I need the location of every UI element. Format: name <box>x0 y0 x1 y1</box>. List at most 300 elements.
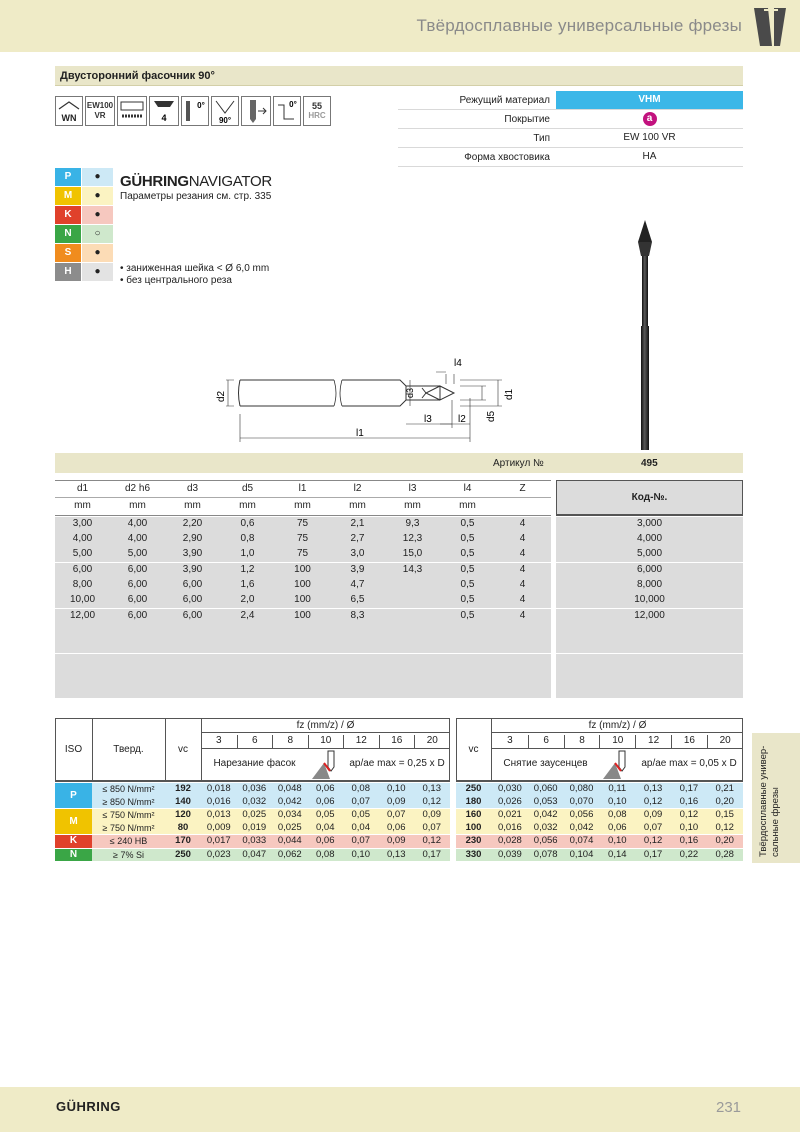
iso-suitability: ● <box>82 168 113 186</box>
cut-vc: 192 <box>175 783 191 794</box>
cut-fz-value: 0,05 <box>316 809 335 820</box>
article-number: 495 <box>641 458 658 469</box>
shank-icon <box>117 96 147 126</box>
dims-cell: 2,0 <box>240 594 255 605</box>
cut-fz-value-2: 0,104 <box>569 848 594 860</box>
hardness-icon <box>303 96 331 126</box>
ew-type-icon: EW100 VR <box>85 96 115 126</box>
cut-fz-value: 0,12 <box>422 795 441 807</box>
iso-row-m <box>55 187 113 205</box>
cut-fz-value-2: 0,12 <box>643 835 663 846</box>
dims-row <box>0 518 800 533</box>
coating-letter: a <box>643 112 657 126</box>
dims-cell: 0,5 <box>460 564 475 575</box>
point-angle-icon <box>211 96 239 126</box>
guhring-logo-icon <box>750 6 790 50</box>
dims-cell: 4,00 <box>127 533 148 544</box>
diam-header-2: 12 <box>635 735 671 748</box>
cut-vc-header: vc <box>178 744 188 755</box>
note-no-center-cut: • без центрального реза <box>120 275 232 286</box>
flutes-count: 4 <box>161 113 167 123</box>
dims-cell: 6,00 <box>127 594 148 605</box>
navigator-subtitle: Параметры резания см. стр. 335 <box>120 191 272 202</box>
cut-fz-value-2: 0,032 <box>533 821 558 833</box>
dims-cell: 4 <box>519 518 526 529</box>
dims-col-unit: mm <box>404 500 421 511</box>
cut-fz-value: 0,06 <box>316 783 335 794</box>
cut-hardness-header: Тверд. <box>113 744 144 755</box>
cut-fz-value: 0,016 <box>206 795 231 807</box>
cut-vc-2: 330 <box>465 848 482 860</box>
dims-cell: 6,5 <box>350 594 365 605</box>
dims-row <box>0 548 800 563</box>
cut-hline <box>492 732 743 733</box>
cut-hardness: ≤ 750 N/mm² <box>102 810 155 820</box>
diam-header-2: 6 <box>528 735 564 748</box>
cut-fz-value-2: 0,06 <box>608 821 627 833</box>
cut-fz-value-2: 0,20 <box>715 795 734 807</box>
iso-letter: S <box>55 244 81 262</box>
tool-technical-drawing <box>210 352 530 448</box>
dims-col-unit: mm <box>129 500 146 511</box>
wn-label: WN <box>61 113 77 123</box>
cut-fz-value: 0,033 <box>242 835 267 846</box>
cut-vc-2: 230 <box>465 835 482 846</box>
dims-cell: 4 <box>519 564 526 575</box>
iso-row-h <box>55 263 113 281</box>
prop-type <box>398 129 743 148</box>
cut-fz-value-2: 0,08 <box>608 809 627 820</box>
dim-label-d3: d3 <box>405 387 415 398</box>
code-cell[interactable]: 5,000 <box>636 548 663 559</box>
dims-cell: 4 <box>519 548 526 559</box>
cut-fz-value-2: 0,14 <box>608 848 627 860</box>
dims-cell: 4,00 <box>72 533 93 544</box>
cut-fz-value: 0,10 <box>351 848 370 860</box>
dims-cell: 4,00 <box>127 518 148 529</box>
cut-fz-value-2: 0,09 <box>643 809 663 820</box>
dims-row <box>0 579 800 594</box>
dims-col-unit: mm <box>294 500 311 511</box>
cut-fz-value-2: 0,07 <box>643 821 663 833</box>
right-ap-ae: ap/ae max = 0,05 x D <box>641 758 737 769</box>
cut-fz-value: 0,06 <box>316 795 335 807</box>
prop-cutting-material <box>398 91 743 110</box>
dims-cell: 100 <box>294 610 311 621</box>
dims-cell: 3,00 <box>72 518 93 529</box>
dims-cell: 10,00 <box>69 594 96 605</box>
cut-fz-value-2: 0,20 <box>715 835 734 846</box>
cut-fz-value-2: 0,016 <box>498 821 522 833</box>
cut-fz-value: 0,062 <box>277 848 302 860</box>
dims-cell: 3,90 <box>182 564 203 575</box>
iso-suitability: ○ <box>82 225 113 243</box>
dims-col-unit: mm <box>239 500 256 511</box>
diam-header: 10 <box>308 735 344 748</box>
cut-fz-value: 0,17 <box>422 848 441 860</box>
cut-hardness: ≤ 850 N/mm² <box>102 784 155 794</box>
cut-fz-value: 0,009 <box>206 821 231 833</box>
cut-fz-value-2: 0,10 <box>608 795 627 807</box>
diam-header-2: 3 <box>507 735 513 746</box>
dims-cell: 100 <box>294 579 311 590</box>
prop-value: VHM <box>556 91 743 109</box>
prop-label: Тип <box>533 133 550 144</box>
navigator-product: NAVIGATOR <box>188 173 272 190</box>
cut-fz-value-2: 0,17 <box>679 783 699 794</box>
code-header: Код-№. <box>631 492 668 503</box>
coating-badge <box>556 110 743 128</box>
iso-row-p <box>55 168 113 186</box>
dim-label-d2: d2 <box>216 390 227 402</box>
cut-fz-value-2: 0,21 <box>715 783 734 794</box>
cut-fz-value: 0,09 <box>422 809 441 820</box>
cut-fz-value-2: 0,22 <box>679 848 699 860</box>
cut-fz-value: 0,07 <box>351 795 370 807</box>
cut-fz-value: 0,04 <box>351 821 370 833</box>
dim-label-d5: d5 <box>486 410 497 422</box>
hrc-value: 55 <box>311 101 322 111</box>
iso-row-n <box>55 225 113 243</box>
cut-hardness: ≥ 850 N/mm² <box>102 796 155 807</box>
cut-fz-header-2: fz (mm/z) / Ø <box>588 720 647 731</box>
cut-fz-value-2: 0,053 <box>533 795 558 807</box>
dims-cell: 6,00 <box>182 594 203 605</box>
cut-hardness: ≤ 240 HB <box>109 836 148 846</box>
cut-hardness: ≥ 7% Si <box>113 849 144 860</box>
cut-vc: 120 <box>175 809 191 820</box>
cut-fz-value: 0,042 <box>277 795 302 807</box>
cut-fz-value-2: 0,17 <box>643 848 663 860</box>
cut-fz-value-2: 0,030 <box>498 783 522 794</box>
navigator-brand: GÜHRING <box>120 173 189 190</box>
dims-cell: 6,00 <box>127 610 148 621</box>
diam-header: 3 <box>215 735 222 746</box>
article-bar <box>55 453 743 473</box>
code-cell[interactable]: 12,000 <box>634 610 665 621</box>
dims-cell: 75 <box>296 548 309 559</box>
cut-fz-value-2: 0,11 <box>608 783 627 794</box>
diam-header: 8 <box>272 735 308 748</box>
dims-col-header: l1 <box>298 483 307 494</box>
cut-fz-value-2: 0,056 <box>569 809 594 820</box>
dims-cell: 0,8 <box>240 533 255 544</box>
section-title-bar <box>55 66 743 86</box>
cut-fz-value: 0,019 <box>242 821 267 833</box>
code-cell[interactable]: 10,000 <box>634 594 665 605</box>
iso-suitability: ● <box>82 187 113 205</box>
wn-norm-icon <box>55 96 83 126</box>
code-cell[interactable]: 4,000 <box>636 533 663 544</box>
dims-cell: 3,0 <box>350 548 365 559</box>
cut-fz-value-2: 0,15 <box>715 809 734 820</box>
dims-cell: 0,6 <box>240 518 255 529</box>
section-title: Двусторонний фасочник 90° <box>60 70 215 82</box>
dims-col-header: d2 h6 <box>124 483 151 494</box>
cut-row <box>92 822 743 835</box>
cut-iso-k: K <box>55 835 92 848</box>
cut-fz-value-2: 0,28 <box>715 848 734 860</box>
iso-letter: P <box>55 168 81 186</box>
dims-row <box>0 533 800 548</box>
cut-row <box>92 809 743 822</box>
cut-row <box>92 796 743 809</box>
prop-coating <box>398 110 743 129</box>
dims-cell: 3,90 <box>182 548 203 559</box>
diam-header: 20 <box>414 735 450 748</box>
cut-fz-value: 0,09 <box>387 795 406 807</box>
dims-cell: 1,0 <box>240 548 255 559</box>
page-header-title: Твёрдосплавные универсальные фрезы <box>416 16 742 35</box>
tool-product-image <box>630 212 660 452</box>
iso-row-k <box>55 206 113 224</box>
diam-header-2: 8 <box>564 735 600 748</box>
cut-fz-value: 0,07 <box>387 809 406 820</box>
cut-fz-value: 0,013 <box>206 809 231 820</box>
dims-cell: 0,5 <box>460 579 475 590</box>
cut-fz-value: 0,034 <box>277 809 302 820</box>
cut-fz-value-2: 0,039 <box>498 848 522 860</box>
cut-fz-value-2: 0,16 <box>679 835 699 846</box>
prop-shank <box>398 148 743 167</box>
cut-fz-header: fz (mm/z) / Ø <box>296 720 355 731</box>
cut-vc: 80 <box>177 821 189 833</box>
cut-fz-value-2: 0,10 <box>679 821 699 833</box>
diam-header: 16 <box>379 735 415 748</box>
cut-fz-value-2: 0,12 <box>643 795 663 807</box>
code-header-box <box>556 480 743 516</box>
dims-cell: 100 <box>294 594 311 605</box>
chamfer-operation-icon <box>599 749 635 782</box>
iso-letter: K <box>55 206 81 224</box>
cut-fz-value: 0,032 <box>242 795 267 807</box>
side-tab-text: Твёрдосплавные универ- сальные фрезы <box>758 745 781 857</box>
cut-hline <box>201 732 450 733</box>
cut-vc-2: 160 <box>465 809 482 820</box>
cut-fz-value-2: 0,060 <box>533 783 558 794</box>
page-number: 231 <box>716 1099 742 1116</box>
rake-angle: 0° <box>289 100 297 109</box>
dims-header-sep <box>55 497 551 498</box>
dims-cell: 2,20 <box>182 518 203 529</box>
side-section-tab <box>752 733 800 863</box>
dims-col-header: l4 <box>463 483 472 494</box>
helix-angle: 0° <box>197 101 205 110</box>
prop-label: Покрытие <box>504 114 550 125</box>
dims-cell: 0,5 <box>460 594 475 605</box>
prop-label: Форма хвостовика <box>464 152 550 163</box>
cut-fz-value-2: 0,12 <box>715 821 734 833</box>
prop-value: EW 100 VR <box>623 132 676 143</box>
dims-cell: 1,6 <box>240 579 255 590</box>
dims-cell: 75 <box>296 533 309 544</box>
dims-cell: 6,00 <box>182 610 203 621</box>
right-operation: Снятие заусенцев <box>503 758 588 769</box>
prop-label: Режущий материал <box>459 95 550 106</box>
cut-fz-value: 0,04 <box>316 821 335 833</box>
flutes-icon <box>149 96 179 126</box>
cut-iso-m: M <box>55 809 92 834</box>
cut-fz-value: 0,023 <box>206 848 231 860</box>
cut-fz-value: 0,13 <box>387 848 406 860</box>
cut-row <box>92 849 743 862</box>
dims-row <box>0 564 800 579</box>
code-cell[interactable]: 8,000 <box>636 579 663 590</box>
cut-hardness: ≥ 750 N/mm² <box>102 822 155 833</box>
cut-fz-value: 0,047 <box>242 848 267 860</box>
cut-fz-value-2: 0,021 <box>498 809 522 820</box>
note-reduced-neck: • заниженная шейка < Ø 6,0 mm <box>120 263 270 274</box>
cut-fz-value-2: 0,080 <box>569 783 594 794</box>
cut-fz-value: 0,12 <box>422 835 441 846</box>
cut-vc-header-2: vc <box>468 744 479 755</box>
dims-cell: 15,0 <box>402 548 423 559</box>
dims-cell: 0,5 <box>460 610 475 621</box>
cut-fz-value: 0,06 <box>316 835 335 846</box>
cut-row <box>92 835 743 848</box>
cut-fz-value: 0,07 <box>422 821 441 833</box>
dims-cell: 2,4 <box>240 610 255 621</box>
code-cell[interactable]: 6,000 <box>636 564 663 575</box>
cut-fz-value-2: 0,12 <box>679 809 699 820</box>
page-footer <box>0 1087 800 1132</box>
cut-fz-value: 0,036 <box>242 783 267 794</box>
dims-cell: 3,9 <box>350 564 365 575</box>
cut-vc: 250 <box>175 848 191 860</box>
dims-cell: 6,00 <box>182 579 203 590</box>
helix-angle-icon <box>181 96 209 126</box>
dims-cell: 5,00 <box>72 548 93 559</box>
header-bar <box>0 0 800 52</box>
dims-col-header: l3 <box>408 483 417 494</box>
point-angle: 90° <box>218 116 232 125</box>
dims-col-unit: mm <box>184 500 201 511</box>
dims-cell: 2,90 <box>182 533 203 544</box>
dims-cell: 6,00 <box>72 564 93 575</box>
dims-cell: 75 <box>296 518 309 529</box>
dims-cell: 9,3 <box>405 518 420 529</box>
cut-fz-value: 0,018 <box>206 783 231 794</box>
cut-fz-value-2: 0,16 <box>679 795 699 807</box>
dim-label-l2: l2 <box>458 414 466 425</box>
dims-cell: 2,1 <box>350 518 365 529</box>
rake-angle-icon <box>273 96 301 126</box>
cut-row <box>92 783 743 796</box>
dims-cell: 12,00 <box>69 610 96 621</box>
dims-cell: 4 <box>519 533 526 544</box>
dims-cell: 6,00 <box>127 564 148 575</box>
chamfer-tool-icon <box>241 96 271 126</box>
dim-label-l1: l1 <box>356 428 364 439</box>
dims-col-header: d5 <box>241 483 254 494</box>
dims-cell: 1,2 <box>240 564 255 575</box>
cut-vc-2: 100 <box>465 821 482 833</box>
dims-col-header: d1 <box>76 483 89 494</box>
cut-vc: 140 <box>175 795 191 807</box>
iso-suitability: ● <box>82 263 113 281</box>
cut-fz-value: 0,13 <box>422 783 441 794</box>
code-cell[interactable]: 3,000 <box>636 518 663 529</box>
diam-header-2: 10 <box>599 735 635 748</box>
cut-fz-value-2: 0,070 <box>569 795 594 807</box>
cut-iso-n: N <box>55 849 92 862</box>
chamfer-operation-icon <box>308 749 344 782</box>
dims-col-unit: mm <box>349 500 366 511</box>
dim-label-d1: d1 <box>504 388 515 400</box>
dims-cell: 8,3 <box>350 610 365 621</box>
dims-row <box>0 594 800 609</box>
cut-vc-2: 180 <box>465 795 482 807</box>
dims-cell: 8,00 <box>72 579 93 590</box>
article-label: Артикул № <box>493 458 544 469</box>
prop-value: HA <box>642 151 657 162</box>
cut-fz-value: 0,017 <box>206 835 231 846</box>
dims-col-unit: mm <box>74 500 91 511</box>
dims-cell: 6,00 <box>127 579 148 590</box>
cut-fz-value-2: 0,042 <box>569 821 594 833</box>
cut-iso-header: ISO <box>64 744 83 755</box>
dims-cell: 0,5 <box>460 533 475 544</box>
dims-cell: 100 <box>294 564 311 575</box>
dim-label-l3: l3 <box>424 414 432 425</box>
cut-fz-value: 0,048 <box>277 783 302 794</box>
cut-fz-value-2: 0,10 <box>608 835 627 846</box>
diam-header: 12 <box>343 735 379 748</box>
left-operation: Нарезание фасок <box>213 758 296 769</box>
cut-fz-value: 0,08 <box>351 783 370 794</box>
dims-header-line <box>55 515 551 516</box>
dims-cell: 0,5 <box>460 548 475 559</box>
cut-fz-value-2: 0,078 <box>533 848 558 860</box>
iso-letter: N <box>55 225 81 243</box>
cut-fz-value: 0,09 <box>387 835 406 846</box>
cut-vc-2: 250 <box>465 783 482 794</box>
footer-brand: GÜHRING <box>56 1099 121 1114</box>
iso-letter: H <box>55 263 81 281</box>
cut-fz-value: 0,025 <box>277 821 302 833</box>
dims-row <box>0 610 800 625</box>
cut-fz-value: 0,05 <box>351 809 370 820</box>
cut-fz-value-2: 0,028 <box>498 835 522 846</box>
cut-fz-value-2: 0,026 <box>498 795 522 807</box>
hrc-unit: HRC <box>308 111 326 120</box>
dims-cell: 5,00 <box>127 548 148 559</box>
cut-fz-value: 0,06 <box>387 821 406 833</box>
diam-header: 6 <box>237 735 273 748</box>
dims-cell: 14,3 <box>402 564 423 575</box>
cut-fz-value: 0,044 <box>277 835 302 846</box>
dims-cell: 2,7 <box>350 533 365 544</box>
cut-fz-value: 0,025 <box>242 809 267 820</box>
cut-fz-value-2: 0,042 <box>533 809 558 820</box>
cut-iso-p: P <box>55 783 92 808</box>
iso-suitability: ● <box>82 244 113 262</box>
diam-header-2: 20 <box>707 735 743 748</box>
dims-col-header: d3 <box>186 483 199 494</box>
dims-cell: 12,3 <box>402 533 423 544</box>
dims-col-header: Z <box>519 483 526 494</box>
dim-label-l4: l4 <box>454 358 462 369</box>
navigator-logo <box>120 173 272 190</box>
diam-header-2: 16 <box>671 735 707 748</box>
iso-suitability: ● <box>82 206 113 224</box>
cut-vc: 170 <box>175 835 191 846</box>
dims-col-header: l2 <box>353 483 362 494</box>
dims-cell: 4,7 <box>350 579 365 590</box>
dims-cell: 4 <box>519 594 526 605</box>
cut-fz-value: 0,07 <box>351 835 370 846</box>
iso-row-s <box>55 244 113 262</box>
